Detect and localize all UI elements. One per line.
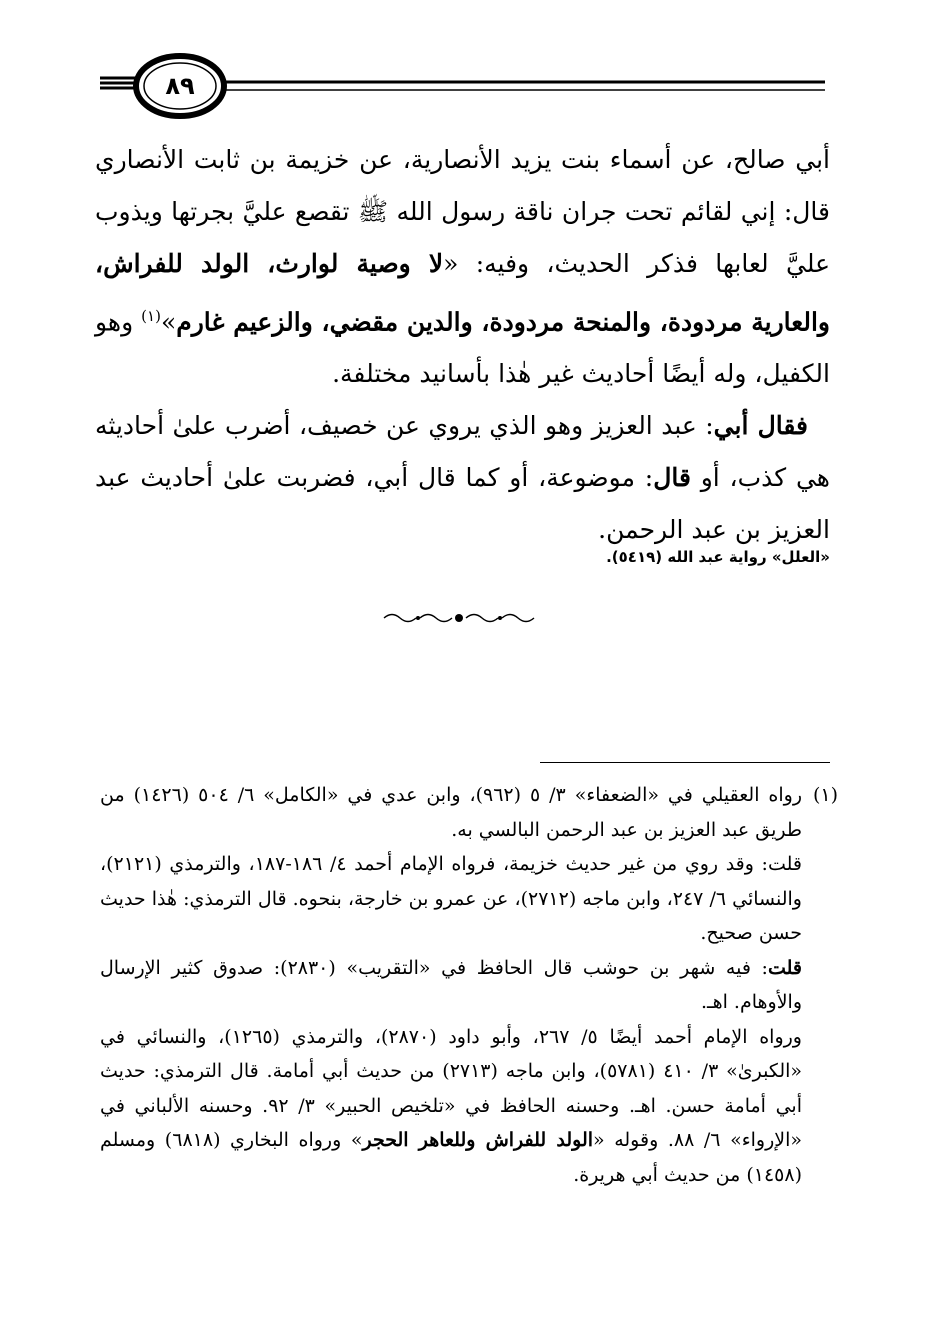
footnote-para-3-label: قلت [767,956,802,979]
p2-label: فقال أبي [713,411,808,441]
footnote-para-2 [100,847,802,951]
footnotes [100,778,838,1192]
hadith-quote: لا وصية لوارث، الولد للفراش، والعارية مردودة، والمنحة مردودة، والدين مقضي، والزعيم غارم [95,249,830,337]
footnote-line-1: رواه العقيلي في «الضعفاء» ٣/ ٥ (٩٦٢)، وابن عدي في «الكامل» ٦/ ٥٠٤ (١٤٢٦) من طريق عبد العزيز بن عبد الرحمن البالسي به. [100,784,802,841]
footnote-1 [100,778,838,1192]
p2-text-2: : موضوعة، أو كما قال أبي، فضربت علىٰ أحاديث عبد العزيز بن عبد الرحمن. [95,463,830,545]
footnote-separator [540,762,830,763]
p1-text-1: أبي صالح، عن أسماء بنت يزيد الأنصارية، عن خزيمة بن ثابت الأنصاري قال: إني لقائم تحت جران ناقة رسول الله ﷺ تقصع عليَّ بجرتها ويذوب عليَّ لعابها فذكر الحديث، وفيه: « [95,145,831,278]
footnote-number: (١) [812,784,838,806]
footnote-para-4 [100,1020,802,1193]
p2-text-1: : عبد العزيز وهو الذي يروي عن خصيف، أضرب علىٰ أحاديثه هي كذب، أو [95,411,830,493]
main-text [95,134,830,556]
footnote-ref: (١) [141,307,161,325]
p1-quote-close: » [160,307,177,337]
footnote-para-3-text: : فيه شهر بن حوشب قال الحافظ في «التقريب» (٢٨٣٠): صدوق كثير الإرسال والأوهام. اهـ. [100,956,802,1013]
source-citation: «العلل» رواية عبد الله (٥٤١٩). [606,548,830,566]
footnote-para-4-text-2: » ورواه البخاري (٦٨١٨) ومسلم (١٤٥٨) من حديث أبي هريرة. [100,1129,802,1186]
ornament-graphic [380,610,538,626]
page-header [100,52,825,124]
ornament-divider [380,610,538,630]
page-number: ٨٩ [165,72,195,100]
paragraph-2 [95,400,830,556]
footnote-para-4-text: ورواه الإمام أحمد أيضًا ٥/ ٢٦٧، وأبو داود (٢٨٧٠)، والترمذي (١٢٦٥)، والنسائي في «الكبرىٰ» ٣/ ٤١٠ (٥٧٨١)، وابن ماجه (٢٧١٣) من حديث أبي أمامة. قال الترمذي: حديث أبي أمامة حسن. اهـ. وحسنه الحافظ في «تلخيص الحبير» ٣/ ٩٢. وحسنه الألباني في «الإرواء» ٦/ ٨٨. وقوله « [100,1025,803,1151]
footnote-body [100,778,802,1192]
footnote-para-2-label: قلت [767,853,802,875]
p2-label-2: قال [653,463,691,493]
footnote-para-3 [100,951,802,1020]
p1-text-3: وهو الكفيل، وله أيضًا أحاديث غير هٰذا بأسانيد مختلفة. [95,307,830,389]
footnote-para-4-bold: الولد للفراش وللعاهر الحجر [362,1129,594,1151]
footnote-para-2-text: : وقد روي من غير حديث خزيمة، فرواه الإمام أحمد ٤/ ١٨٦-١٨٧، والترمذي (٢١٢١)، والنسائي ٦/ ٢٤٧، وابن ماجه (٢٧١٢)، عن عمرو بن خارجة، بنحوه. قال الترمذي: هٰذا حديث حسن صحيح. [100,853,802,944]
paragraph-1 [95,134,830,400]
